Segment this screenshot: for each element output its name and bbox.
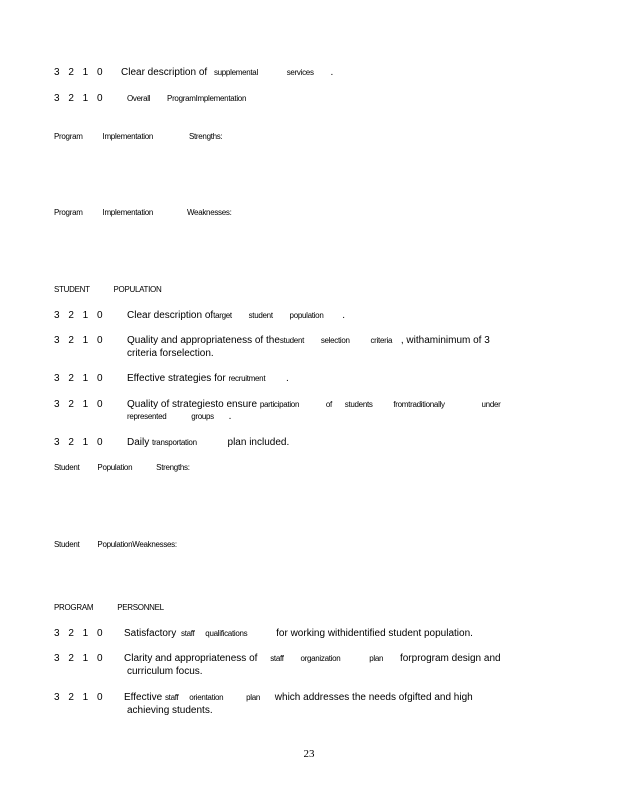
score-scale: 3 2 1 0 — [54, 67, 106, 78]
section-heading: STUDENT POPULATION — [54, 285, 162, 294]
criterion-text-cont: criteria forselection. — [127, 348, 214, 359]
criterion-text: Quality and appropriateness of thestudent selection criteria , withaminimum of 3 — [127, 335, 490, 346]
score-scale: 3 2 1 0 — [54, 310, 106, 321]
score-scale: 3 2 1 0 — [54, 437, 106, 448]
score-scale: 3 2 1 0 — [54, 335, 106, 346]
score-scale: 3 2 1 0 — [54, 93, 106, 104]
section-label: Student PopulationWeaknesses: — [54, 540, 177, 549]
section-label: Student Population Strengths: — [54, 463, 190, 472]
criterion-text: Daily transportation plan included. — [127, 437, 290, 448]
criterion-text: Overall ProgramImplementation — [127, 94, 247, 103]
criterion-text: Effective strategies for recruitment . — [127, 373, 289, 384]
criterion-text: Quality of strategiesto ensure participation of students fromtraditionally under — [127, 399, 501, 410]
score-scale: 3 2 1 0 — [54, 692, 106, 703]
section-heading: PROGRAM PERSONNEL — [54, 603, 164, 612]
score-scale: 3 2 1 0 — [54, 628, 106, 639]
criterion-text-cont: curriculum focus. — [127, 666, 203, 677]
criterion-text-cont: achieving students. — [127, 705, 213, 716]
criterion-text-cont: represented groups . — [127, 411, 232, 422]
criterion-text: Clear description oftarget student population . — [127, 310, 346, 321]
score-scale: 3 2 1 0 — [54, 399, 106, 410]
criterion-text: Clarity and appropriateness of staff organization plan forprogram design and — [124, 653, 501, 664]
criterion-text: Clear description of supplemental services . — [121, 67, 334, 78]
page-number: 23 — [303, 748, 315, 760]
criterion-text: Effective staff orientation plan which addresses the needs ofgifted and high — [124, 692, 473, 703]
score-scale: 3 2 1 0 — [54, 653, 106, 664]
section-label: Program Implementation Strengths: — [54, 132, 223, 141]
criterion-text: Satisfactory staff qualifications for working withidentified student population. — [124, 628, 473, 639]
section-label: Program Implementation Weaknesses: — [54, 208, 232, 217]
score-scale: 3 2 1 0 — [54, 373, 106, 384]
